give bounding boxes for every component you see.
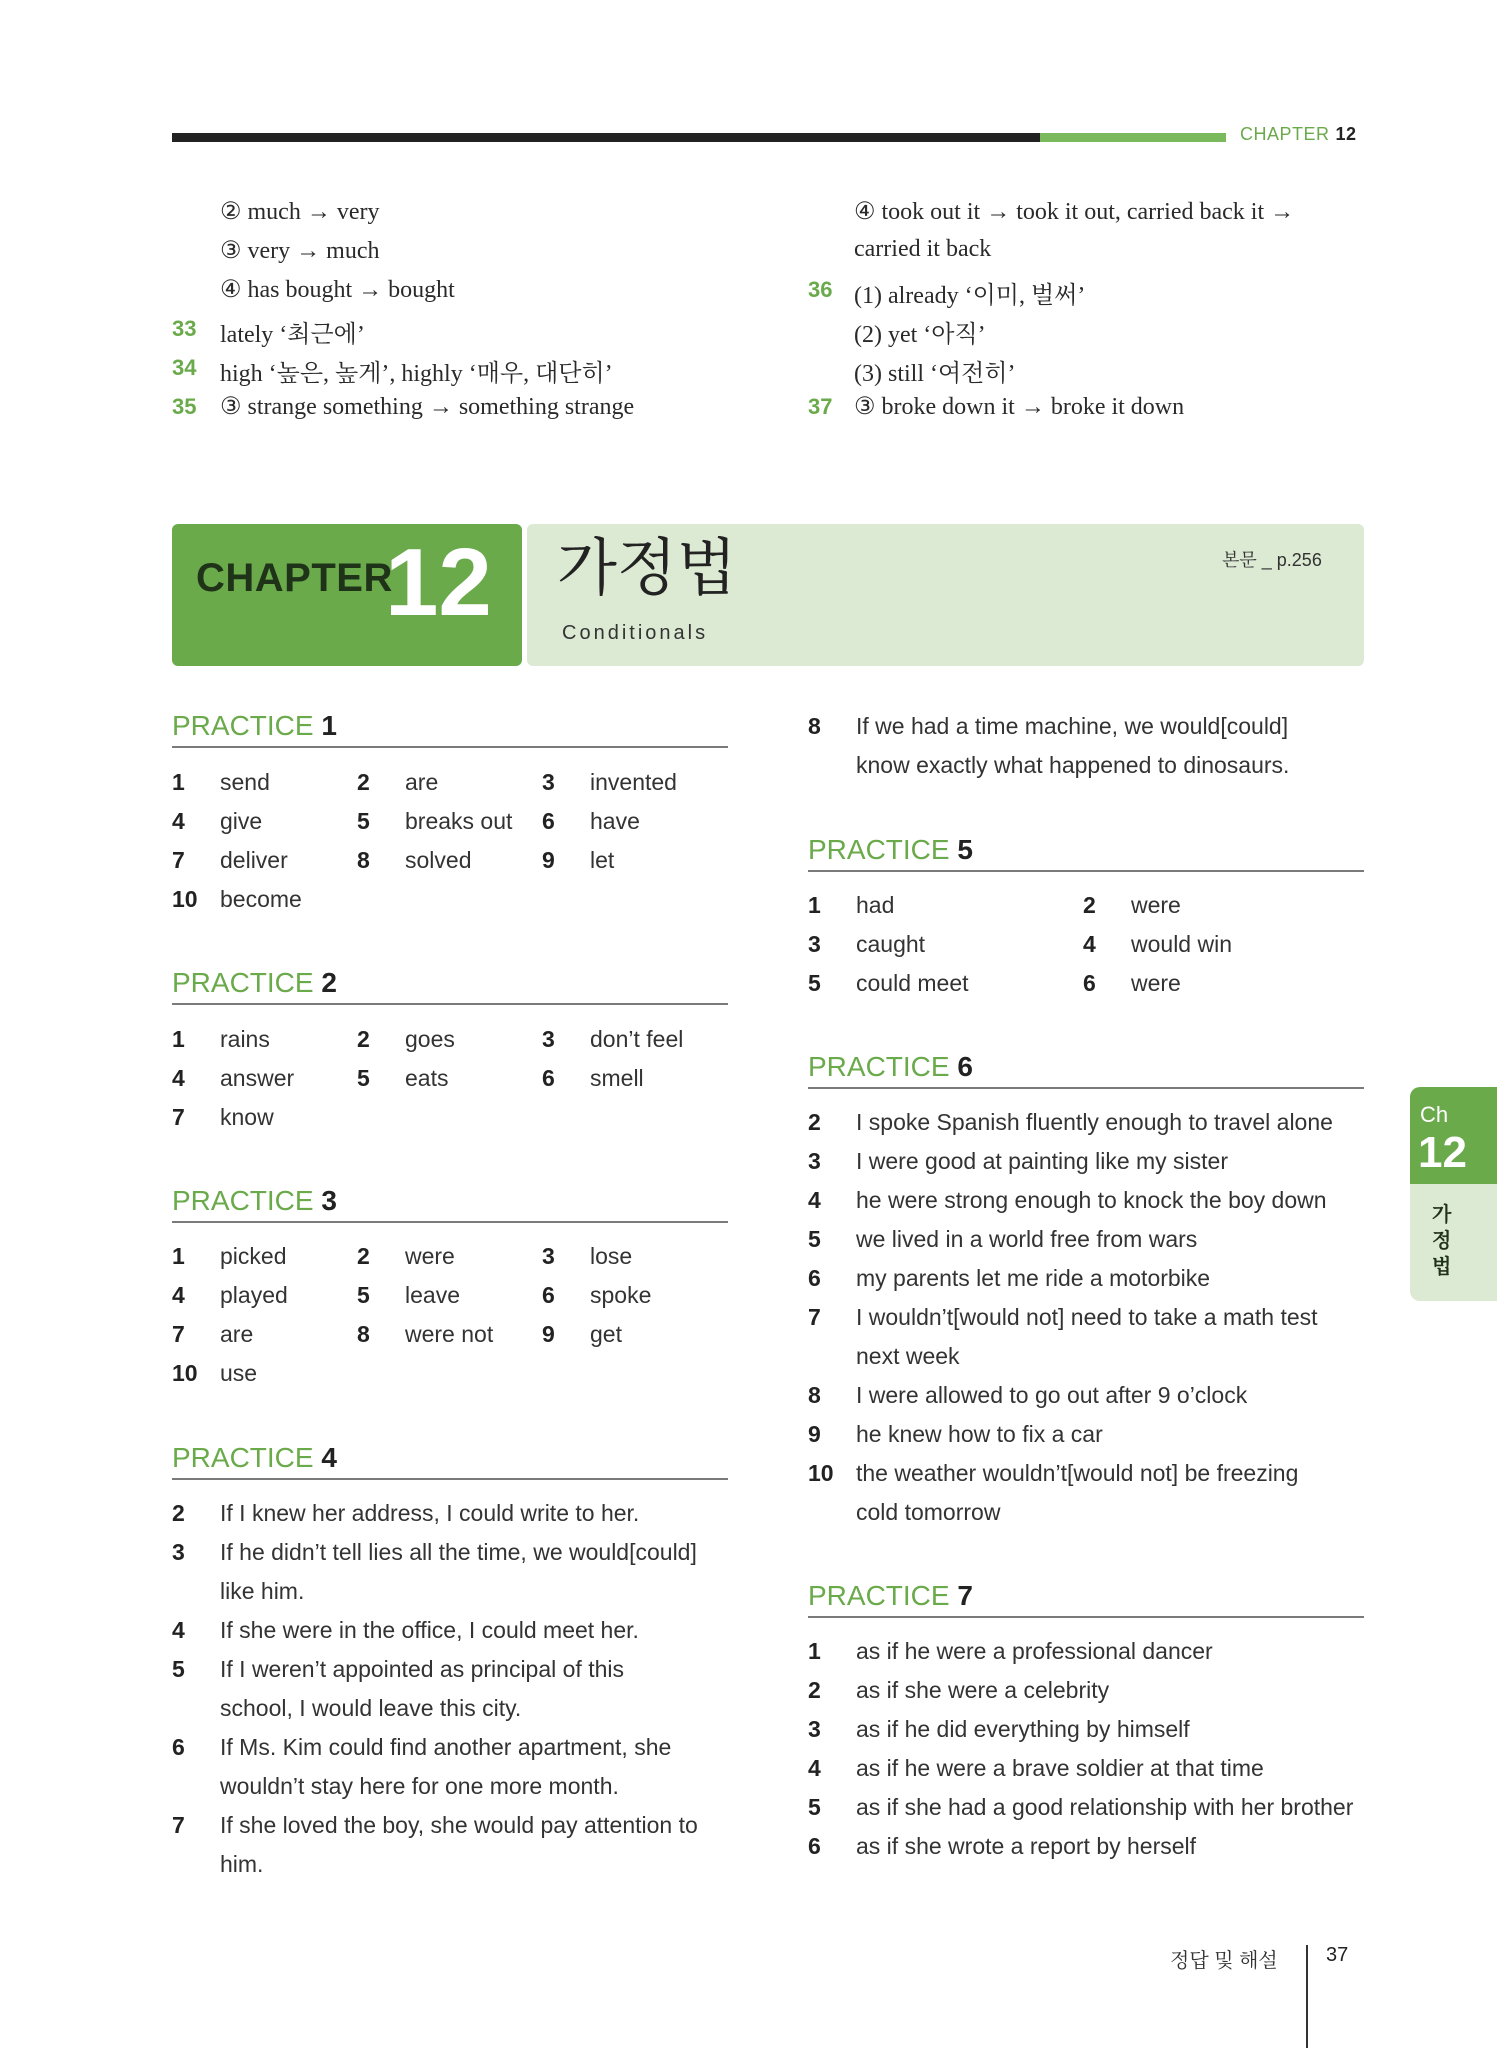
item-number: 7 bbox=[808, 1304, 821, 1330]
practice-rule bbox=[172, 1221, 728, 1223]
item-answer: solved bbox=[405, 847, 472, 873]
side-tab-ch: Ch bbox=[1420, 1102, 1449, 1127]
answer-number: 37 bbox=[808, 394, 833, 419]
practice-heading bbox=[172, 1442, 337, 1474]
item-answer: If she were in the office, I could meet her. bbox=[220, 1617, 639, 1643]
practice-heading-label: PRACTICE bbox=[172, 1442, 322, 1473]
item-answer: get bbox=[590, 1321, 622, 1347]
answer-text: ② much → very bbox=[220, 199, 380, 225]
answer-text: high ‘높은, 높게’, highly ‘매우, 대단히’ bbox=[220, 361, 613, 387]
answer-number: 33 bbox=[172, 316, 197, 341]
item-answer: are bbox=[405, 769, 439, 795]
item-answer: If I weren’t appointed as principal of this bbox=[220, 1656, 625, 1682]
item-answer: spoke bbox=[590, 1282, 652, 1308]
item-number: 2 bbox=[357, 1243, 370, 1269]
item-answer: I were allowed to go out after 9 o’clock bbox=[856, 1382, 1248, 1408]
item-answer: I were good at painting like my sister bbox=[856, 1148, 1229, 1174]
answer-text: lately ‘최근에’ bbox=[220, 322, 365, 348]
item-answer: are bbox=[220, 1321, 254, 1347]
item-answer: as if she wrote a report by herself bbox=[856, 1833, 1197, 1859]
item-number: 8 bbox=[808, 713, 821, 739]
chapter-banner-number: 12 bbox=[385, 529, 492, 636]
item-answer: invented bbox=[590, 769, 677, 795]
item-number: 6 bbox=[542, 1282, 555, 1308]
practice-rule bbox=[172, 746, 728, 748]
item-number: 4 bbox=[172, 1282, 185, 1308]
item-number: 1 bbox=[172, 1026, 185, 1052]
page-reference: 본문 _ p.256 bbox=[1222, 550, 1322, 570]
item-answer: leave bbox=[405, 1282, 460, 1308]
practice-heading-number: 7 bbox=[957, 1580, 973, 1611]
item-answer: wouldn’t stay here for one more month. bbox=[220, 1773, 619, 1799]
item-answer: eats bbox=[405, 1065, 449, 1091]
answer-number: 34 bbox=[172, 355, 197, 380]
item-number: 3 bbox=[542, 769, 555, 795]
answer-number: 35 bbox=[172, 394, 197, 419]
item-number: 3 bbox=[808, 931, 821, 957]
running-header-number: 12 bbox=[1335, 124, 1357, 144]
item-number: 5 bbox=[808, 970, 821, 996]
chapter-subtitle: Conditionals bbox=[562, 622, 709, 644]
item-answer: don’t feel bbox=[590, 1026, 684, 1052]
practice-heading-label: PRACTICE bbox=[172, 710, 322, 741]
item-answer: lose bbox=[590, 1243, 633, 1269]
practice-heading-number: 2 bbox=[321, 967, 337, 998]
running-header-label: CHAPTER bbox=[1240, 124, 1330, 144]
item-answer: as if she were a celebrity bbox=[856, 1677, 1110, 1703]
item-answer: as if he were a brave soldier at that time bbox=[856, 1755, 1264, 1781]
practice-heading-label: PRACTICE bbox=[172, 1185, 322, 1216]
item-answer: goes bbox=[405, 1026, 455, 1052]
practice-heading bbox=[172, 1185, 337, 1217]
practice-heading-number: 5 bbox=[957, 834, 973, 865]
item-number: 2 bbox=[1083, 892, 1096, 918]
top-rule-green bbox=[1040, 133, 1226, 142]
item-number: 4 bbox=[1083, 931, 1096, 957]
item-answer: know bbox=[220, 1104, 274, 1130]
item-number: 6 bbox=[542, 1065, 555, 1091]
item-answer: were not bbox=[405, 1321, 494, 1347]
item-answer: him. bbox=[220, 1851, 264, 1877]
answer-text: (2) yet ‘아직’ bbox=[854, 322, 986, 348]
item-answer: he were strong enough to knock the boy down bbox=[856, 1187, 1327, 1213]
item-answer: next week bbox=[856, 1343, 960, 1369]
side-tab-char-3: 법 bbox=[1432, 1256, 1452, 1278]
item-number: 7 bbox=[172, 1321, 185, 1347]
item-answer: my parents let me ride a motorbike bbox=[856, 1265, 1211, 1291]
item-answer: could meet bbox=[856, 970, 969, 996]
practice-heading-number: 3 bbox=[321, 1185, 337, 1216]
item-answer: we lived in a world free from wars bbox=[856, 1226, 1198, 1252]
item-answer: If I knew her address, I could write to her. bbox=[220, 1500, 640, 1526]
item-answer: give bbox=[220, 808, 263, 834]
item-number: 2 bbox=[357, 1026, 370, 1052]
item-number: 10 bbox=[172, 1360, 198, 1386]
item-number: 4 bbox=[808, 1187, 821, 1213]
item-answer: were bbox=[1131, 970, 1181, 996]
item-answer: send bbox=[220, 769, 270, 795]
answer-text: ③ broke down it → broke it down bbox=[854, 394, 1185, 420]
item-answer: as if he did everything by himself bbox=[856, 1716, 1190, 1742]
item-number: 5 bbox=[172, 1656, 185, 1682]
answer-number: 36 bbox=[808, 277, 833, 302]
practice-heading-number: 4 bbox=[321, 1442, 337, 1473]
item-number: 8 bbox=[357, 847, 370, 873]
answer-text: (3) still ‘여전히’ bbox=[854, 361, 1016, 387]
item-answer: know exactly what happened to dinosaurs. bbox=[856, 752, 1290, 778]
practice-rule bbox=[172, 1003, 728, 1005]
item-number: 2 bbox=[808, 1677, 821, 1703]
running-header bbox=[1240, 124, 1357, 145]
item-number: 5 bbox=[357, 1065, 370, 1091]
item-answer: as if she had a good relationship with her brother bbox=[856, 1794, 1354, 1820]
chapter-banner-label: CHAPTER bbox=[196, 556, 393, 600]
practice-heading-label: PRACTICE bbox=[808, 834, 958, 865]
item-answer: I spoke Spanish fluently enough to travel alone bbox=[856, 1109, 1333, 1135]
item-answer: smell bbox=[590, 1065, 644, 1091]
practice-heading-number: 1 bbox=[321, 710, 337, 741]
practice-heading-label: PRACTICE bbox=[808, 1051, 958, 1082]
answer-text: ④ took out it → took it out, carried back it → bbox=[854, 199, 1295, 225]
item-number: 2 bbox=[808, 1109, 821, 1135]
item-answer: school, I would leave this city. bbox=[220, 1695, 522, 1721]
item-number: 5 bbox=[808, 1794, 821, 1820]
item-answer: If Ms. Kim could find another apartment, she bbox=[220, 1734, 672, 1760]
item-answer: the weather wouldn’t[would not] be freezing bbox=[856, 1460, 1299, 1486]
item-answer: rains bbox=[220, 1026, 270, 1052]
item-number: 7 bbox=[172, 1812, 185, 1838]
practice-rule bbox=[808, 1616, 1364, 1618]
item-answer: he knew how to fix a car bbox=[856, 1421, 1103, 1447]
item-number: 10 bbox=[172, 886, 198, 912]
practice-heading-number: 6 bbox=[957, 1051, 973, 1082]
answer-text: ③ very → much bbox=[220, 238, 380, 264]
item-answer: let bbox=[590, 847, 615, 873]
item-number: 1 bbox=[172, 1243, 185, 1269]
item-number: 4 bbox=[172, 1617, 185, 1643]
item-answer: If we had a time machine, we would[could] bbox=[856, 713, 1289, 739]
item-answer: were bbox=[405, 1243, 455, 1269]
item-number: 3 bbox=[172, 1539, 185, 1565]
practice-rule bbox=[172, 1478, 728, 1480]
item-answer: played bbox=[220, 1282, 288, 1308]
item-number: 6 bbox=[808, 1833, 821, 1859]
item-number: 4 bbox=[172, 808, 185, 834]
item-answer: would win bbox=[1131, 931, 1232, 957]
practice-heading-label: PRACTICE bbox=[172, 967, 322, 998]
answer-text: ④ has bought → bought bbox=[220, 277, 455, 303]
item-answer: have bbox=[590, 808, 640, 834]
item-answer: caught bbox=[856, 931, 926, 957]
side-tab-bottom bbox=[1410, 1184, 1497, 1301]
item-answer: as if he were a professional dancer bbox=[856, 1638, 1213, 1664]
chapter-title: 가정법 bbox=[557, 534, 737, 603]
item-number: 7 bbox=[172, 847, 185, 873]
item-number: 6 bbox=[542, 808, 555, 834]
item-answer: like him. bbox=[220, 1578, 305, 1604]
item-number: 2 bbox=[357, 769, 370, 795]
footer-text: 정답 및 해설 bbox=[1170, 1950, 1278, 1972]
item-number: 5 bbox=[808, 1226, 821, 1252]
item-number: 3 bbox=[542, 1026, 555, 1052]
item-number: 3 bbox=[808, 1148, 821, 1174]
answer-text: (1) already ‘이미, 벌써’ bbox=[854, 283, 1086, 309]
practice-heading bbox=[808, 834, 973, 866]
item-number: 1 bbox=[808, 892, 821, 918]
item-number: 9 bbox=[542, 847, 555, 873]
item-answer: cold tomorrow bbox=[856, 1499, 1001, 1525]
item-number: 9 bbox=[542, 1321, 555, 1347]
item-number: 6 bbox=[808, 1265, 821, 1291]
item-number: 5 bbox=[357, 1282, 370, 1308]
item-answer: picked bbox=[220, 1243, 287, 1269]
item-answer: I wouldn’t[would not] need to take a math test bbox=[856, 1304, 1318, 1330]
answer-text: ③ strange something → something strange bbox=[220, 394, 635, 420]
item-number: 4 bbox=[808, 1755, 821, 1781]
item-number: 6 bbox=[1083, 970, 1096, 996]
item-number: 9 bbox=[808, 1421, 821, 1447]
item-number: 8 bbox=[357, 1321, 370, 1347]
item-number: 10 bbox=[808, 1460, 834, 1486]
top-rule-dark bbox=[172, 133, 1040, 142]
practice-heading bbox=[172, 967, 337, 999]
practice-heading-label: PRACTICE bbox=[808, 1580, 958, 1611]
item-number: 3 bbox=[542, 1243, 555, 1269]
item-answer: answer bbox=[220, 1065, 295, 1091]
practice-heading bbox=[808, 1580, 973, 1612]
practice-heading bbox=[172, 710, 337, 742]
item-answer: If she loved the boy, she would pay attention to bbox=[220, 1812, 698, 1838]
practice-heading bbox=[808, 1051, 973, 1083]
item-answer: If he didn’t tell lies all the time, we would[could] bbox=[220, 1539, 697, 1565]
item-number: 1 bbox=[172, 769, 185, 795]
item-number: 1 bbox=[808, 1638, 821, 1664]
item-answer: breaks out bbox=[405, 808, 513, 834]
practice-rule bbox=[808, 1087, 1364, 1089]
item-answer: use bbox=[220, 1360, 258, 1386]
item-number: 3 bbox=[808, 1716, 821, 1742]
item-number: 7 bbox=[172, 1104, 185, 1130]
item-answer: had bbox=[856, 892, 895, 918]
item-number: 2 bbox=[172, 1500, 185, 1526]
side-tab-char-1: 가 bbox=[1432, 1204, 1452, 1226]
item-answer: deliver bbox=[220, 847, 288, 873]
page-number: 37 bbox=[1326, 1944, 1349, 1966]
item-number: 4 bbox=[172, 1065, 185, 1091]
side-tab-char-2: 정 bbox=[1432, 1230, 1452, 1252]
item-answer: become bbox=[220, 886, 302, 912]
side-tab-number: 12 bbox=[1418, 1128, 1467, 1177]
item-number: 6 bbox=[172, 1734, 185, 1760]
item-number: 8 bbox=[808, 1382, 821, 1408]
answer-text: carried it back bbox=[854, 236, 992, 262]
practice-rule bbox=[808, 870, 1364, 872]
item-number: 5 bbox=[357, 808, 370, 834]
footer-divider bbox=[1306, 1945, 1308, 2048]
item-answer: were bbox=[1131, 892, 1181, 918]
